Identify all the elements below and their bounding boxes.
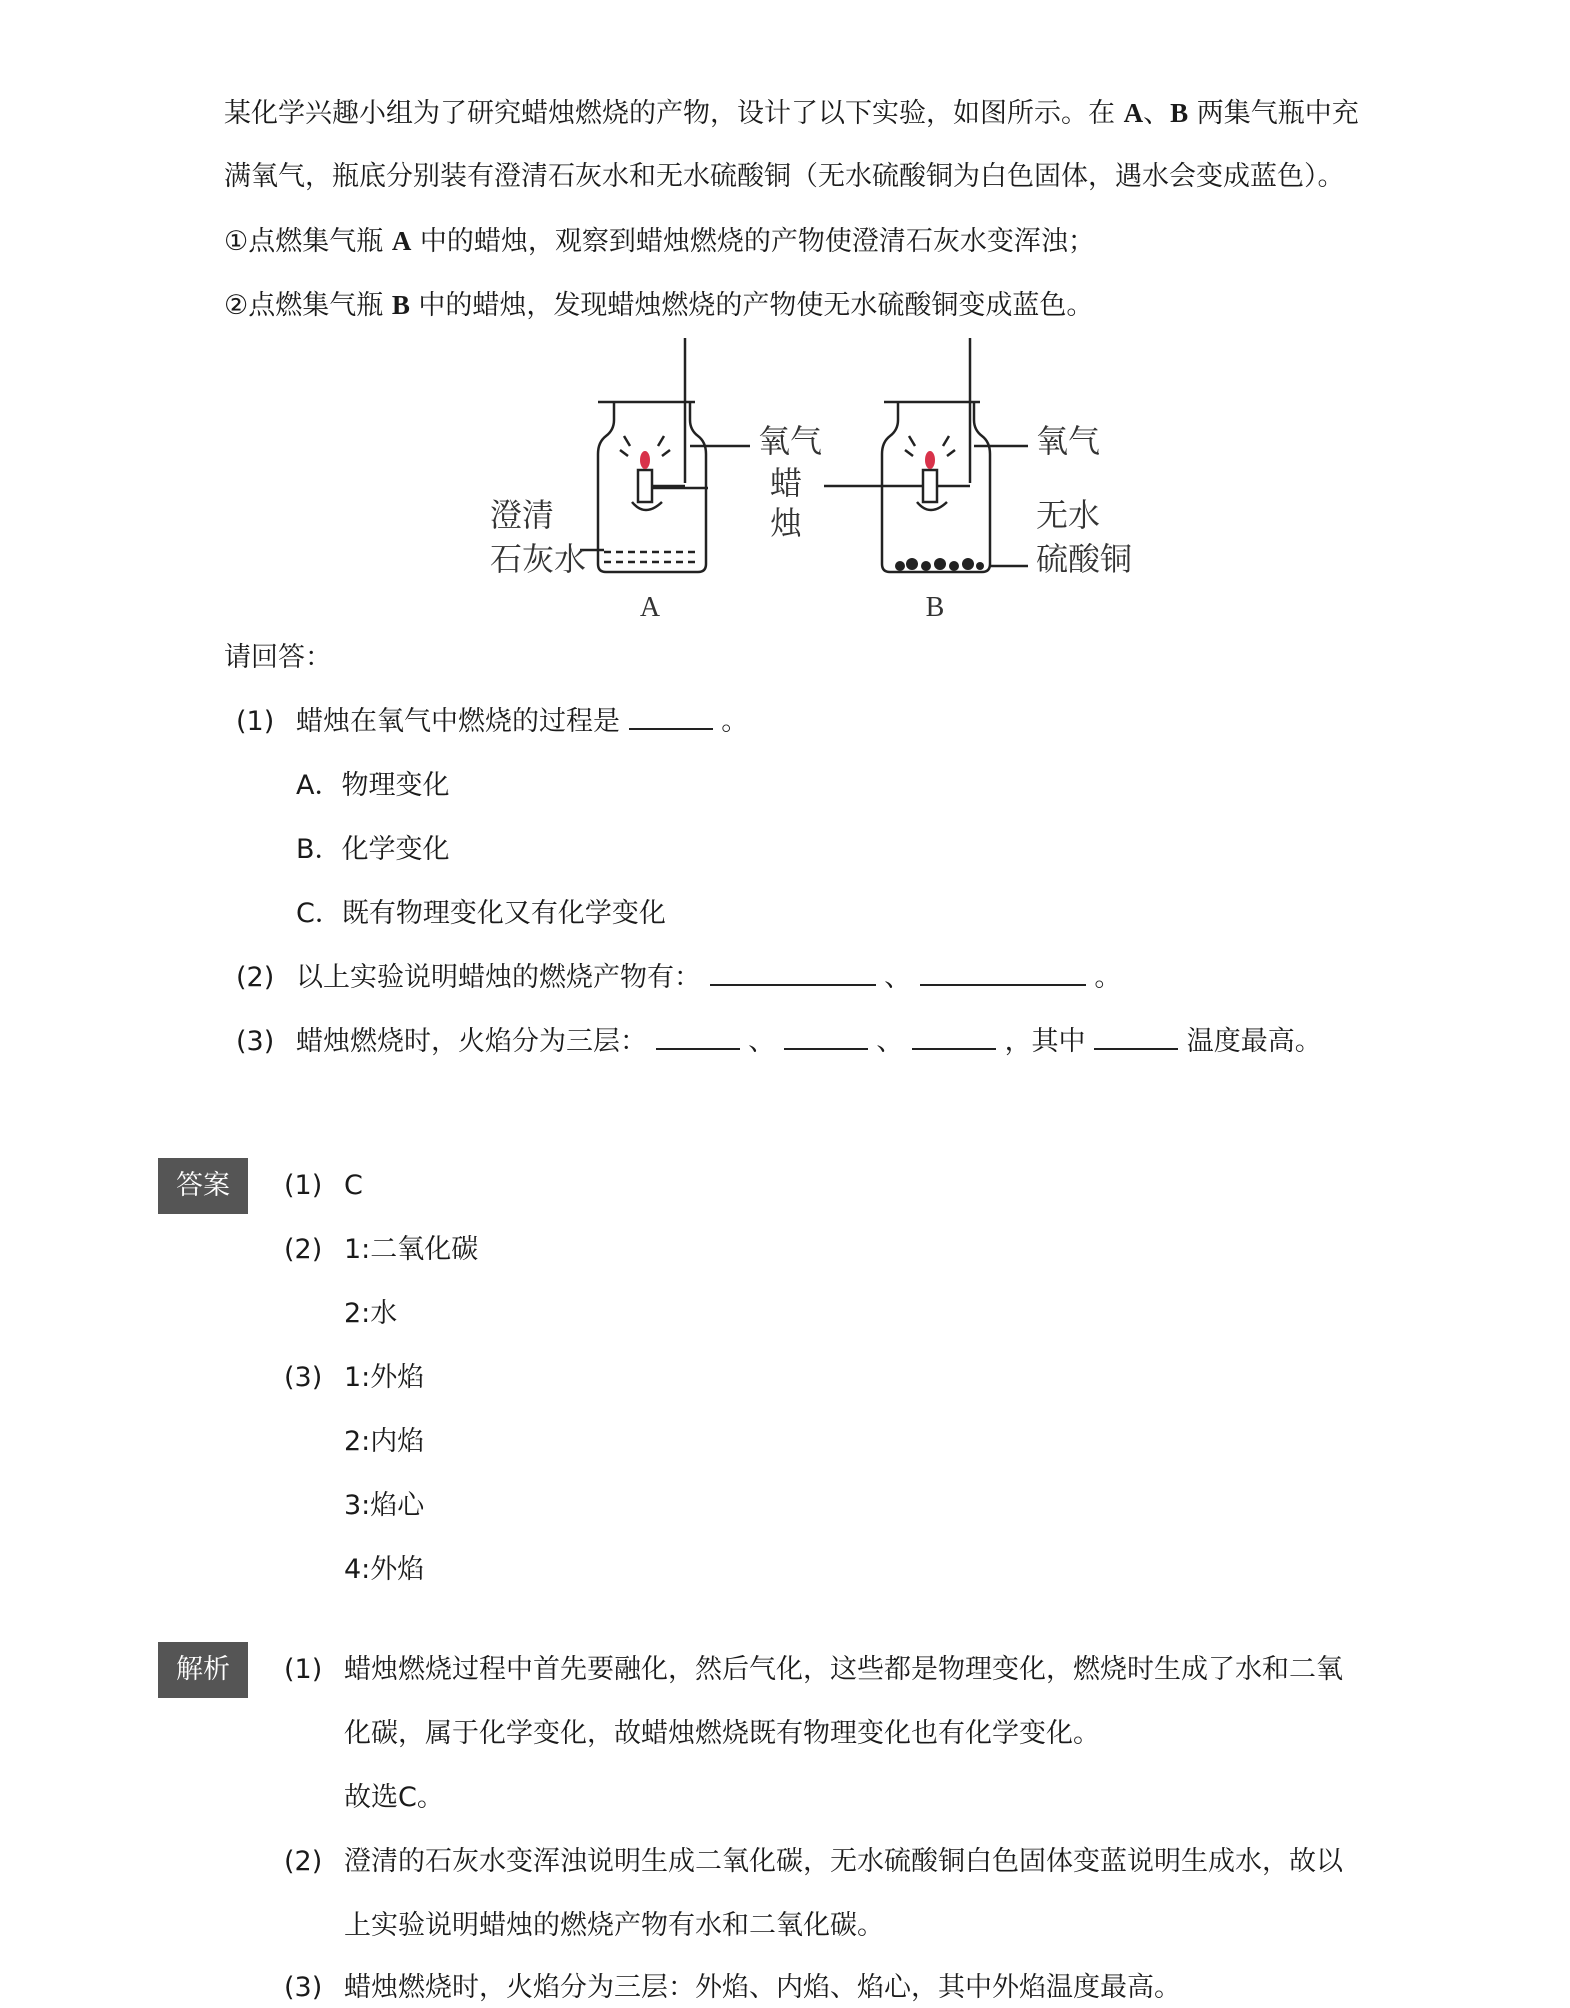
step-text: ②点燃集气瓶 xyxy=(224,290,384,321)
q3-text: 蜡烛燃烧时，火焰分为三层： xyxy=(296,1026,647,1057)
step-text: 中的蜡烛，观察到蜡烛燃烧的产物使澄清石灰水变浑浊； xyxy=(419,226,1095,257)
label-anhydrous-2: 硫酸铜 xyxy=(1036,540,1133,578)
q3-separator: 、 xyxy=(748,1026,776,1057)
q2-blank-1[interactable] xyxy=(710,962,876,986)
intro-line-2: 满氧气，瓶底分别装有澄清石灰水和无水硫酸铜（无水硫酸铜为白色固体，遇水会变成蓝色）。 xyxy=(224,161,1345,192)
q1-number: (1) xyxy=(236,706,275,737)
q3-blank-2[interactable] xyxy=(784,1026,868,1050)
step-text: 中的蜡烛，发现蜡烛燃烧的产物使无水硫酸铜变成蓝色。 xyxy=(418,290,1094,321)
option-c: C．既有物理变化又有化学变化 xyxy=(296,898,666,929)
q2-line xyxy=(296,962,1121,994)
intro-text: 两集气瓶中充 xyxy=(1196,98,1359,129)
q3-mid: ，其中 xyxy=(1004,1026,1086,1057)
q1-blank[interactable] xyxy=(629,706,713,730)
step-2 xyxy=(224,289,1093,322)
analysis-tag: 解析 xyxy=(158,1642,248,1698)
option-b: B．化学变化 xyxy=(296,834,450,865)
q3-blank-4[interactable] xyxy=(1094,1026,1178,1050)
label-bottle-a: A xyxy=(639,592,661,623)
label-anhydrous-1: 无水 xyxy=(1036,496,1101,534)
analysis-1-line-2: 化碳，属于化学变化，故蜡烛燃烧既有物理变化也有化学变化。 xyxy=(344,1718,1100,1749)
q2-separator: 、 xyxy=(884,962,912,993)
bottle-b-ref: B xyxy=(391,290,410,320)
q1-line xyxy=(296,706,748,738)
q2-end: 。 xyxy=(1094,962,1122,993)
label-bottle-b: B xyxy=(925,592,945,623)
label-oxygen-b: 氧气 xyxy=(1036,422,1101,460)
answer-2-number: (2) xyxy=(284,1234,323,1265)
analysis-3-number: (3) xyxy=(284,1972,323,2003)
answer-3-line-3: 3:焰心 xyxy=(344,1490,425,1521)
answer-3-number: (3) xyxy=(284,1362,323,1393)
answer-1-number: (1) xyxy=(284,1170,323,1201)
q2-number: (2) xyxy=(236,962,275,993)
q3-end: 温度最高。 xyxy=(1186,1026,1322,1057)
solid-particles xyxy=(895,558,984,571)
analysis-2-line-2: 上实验说明蜡烛的燃烧产物有水和二氧化碳。 xyxy=(344,1910,884,1941)
q2-text: 以上实验说明蜡烛的燃烧产物有： xyxy=(296,962,701,993)
bottle-a-ref: A xyxy=(391,226,412,256)
answer-tag: 答案 xyxy=(158,1158,248,1214)
answer-1-line-1: C xyxy=(344,1170,363,1201)
prompt: 请回答： xyxy=(224,642,332,673)
q3-blank-3[interactable] xyxy=(912,1026,996,1050)
q3-separator: 、 xyxy=(876,1026,904,1057)
q2-blank-2[interactable] xyxy=(920,962,1086,986)
label-oxygen-a: 氧气 xyxy=(758,422,823,460)
q1-end: 。 xyxy=(721,706,749,737)
q3-line xyxy=(296,1026,1322,1058)
q3-blank-1[interactable] xyxy=(656,1026,740,1050)
bottle-a xyxy=(580,338,750,572)
answer-2-line-1: 1:二氧化碳 xyxy=(344,1234,479,1265)
bottle-b-ref: B xyxy=(1170,98,1189,128)
answer-2-line-2: 2:水 xyxy=(344,1298,398,1329)
analysis-1-number: (1) xyxy=(284,1654,323,1685)
analysis-3-line-1: 蜡烛燃烧时，火焰分为三层：外焰、内焰、焰心，其中外焰温度最高。 xyxy=(344,1972,1181,2003)
label-candle-2: 烛 xyxy=(770,504,803,542)
step-1 xyxy=(224,225,1095,258)
option-a: A．物理变化 xyxy=(296,770,450,801)
answer-3-line-2: 2:内焰 xyxy=(344,1426,425,1457)
label-limewater-2: 石灰水 xyxy=(490,540,587,578)
separator: 、 xyxy=(1143,98,1171,129)
label-limewater-1: 澄清 xyxy=(490,496,555,534)
answer-3-line-4: 4:外焰 xyxy=(344,1554,425,1585)
experiment-figure xyxy=(480,338,1160,628)
intro-line-1 xyxy=(224,97,1359,130)
analysis-1-line-3: 故选C。 xyxy=(344,1782,444,1813)
intro-text: 某化学兴趣小组为了研究蜡烛燃烧的产物，设计了以下实验，如图所示。在 xyxy=(224,98,1115,129)
step-text: ①点燃集气瓶 xyxy=(224,226,384,257)
analysis-1-line-1: 蜡烛燃烧过程中首先要融化，然后气化，这些都是物理变化，燃烧时生成了水和二氧 xyxy=(344,1654,1343,1685)
answer-3-line-1: 1:外焰 xyxy=(344,1362,425,1393)
analysis-2-number: (2) xyxy=(284,1846,323,1877)
q1-text: 蜡烛在氧气中燃烧的过程是 xyxy=(296,706,620,737)
q3-number: (3) xyxy=(236,1026,275,1057)
label-candle-1: 蜡 xyxy=(770,464,803,502)
bottle-a-ref: A xyxy=(1123,98,1144,128)
analysis-2-line-1: 澄清的石灰水变浑浊说明生成二氧化碳，无水硫酸铜白色固体变蓝说明生成水，故以 xyxy=(344,1846,1343,1877)
